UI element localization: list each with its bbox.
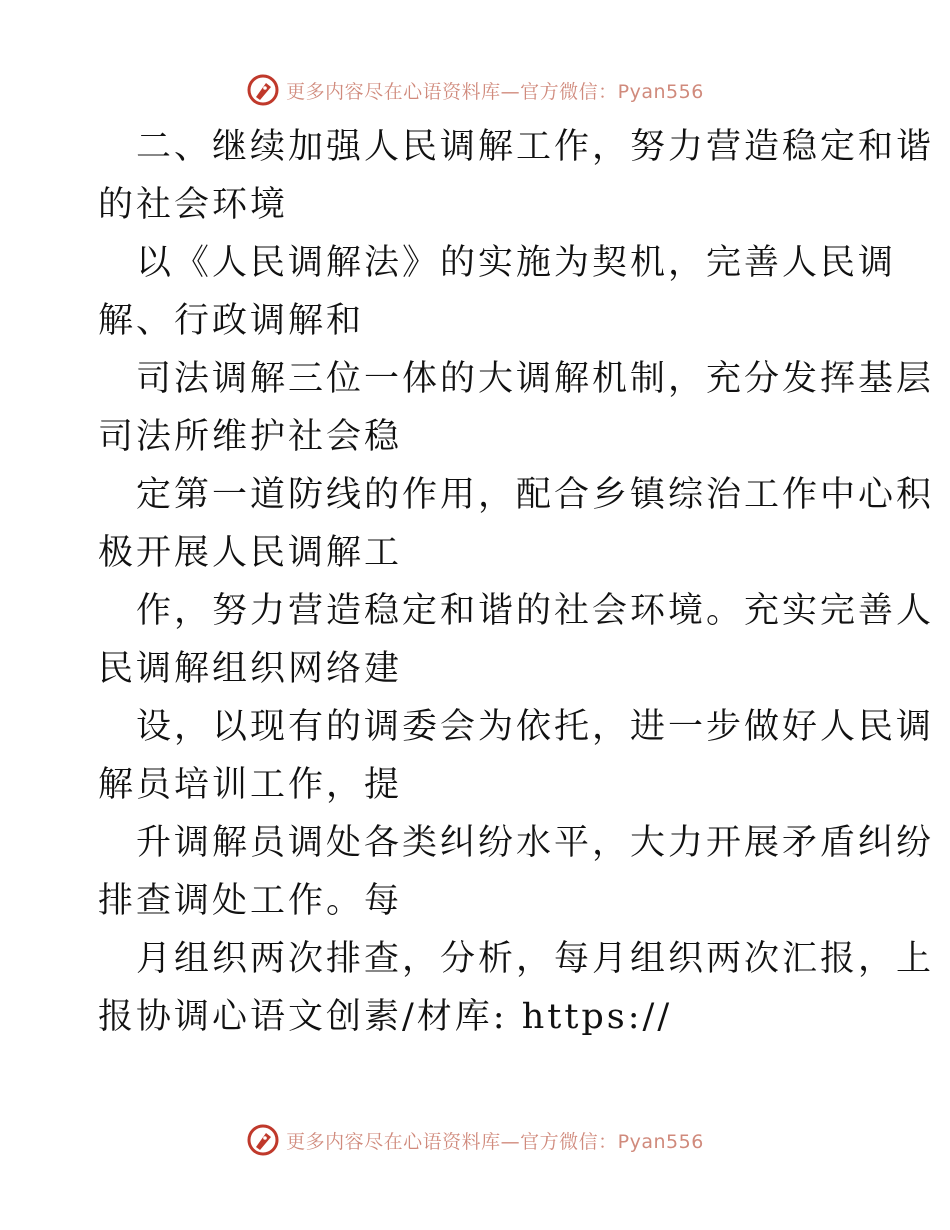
paragraph-line: 报协调心语文创素/材库: https:// [98, 997, 673, 1037]
header-watermark [0, 70, 950, 110]
pen-nib-logo-icon [246, 73, 280, 107]
paragraph-line: 升调解员调处各类纠纷水平，大力开展矛盾纠纷 [136, 823, 935, 863]
paragraph-line: 排查调处工作。每 [98, 881, 403, 921]
paragraph-line: 定第一道防线的作用，配合乡镇综治工作中心积 [136, 475, 935, 515]
paragraph-line: 解员培训工作，提 [98, 765, 403, 805]
paragraph-line: 月组织两次排查，分析，每月组织两次汇报，上 [136, 939, 935, 979]
header-watermark-text: 更多内容尽在心语资料库—官方微信：Pyan556 [286, 80, 704, 103]
paragraph-line: 设，以现有的调委会为依托，进一步做好人民调 [136, 707, 935, 747]
paragraph-line: 的社会环境 [98, 185, 289, 225]
paragraph-line: 司法调解三位一体的大调解机制，充分发挥基层 [136, 359, 935, 399]
footer-watermark [0, 1120, 950, 1160]
paragraph-line: 极开展人民调解工 [98, 533, 403, 573]
paragraph-line: 以《人民调解法》的实施为契机，完善人民调 [136, 243, 897, 283]
paragraph-line: 解、行政调解和 [98, 301, 365, 341]
paragraph-line: 民调解组织网络建 [98, 649, 403, 689]
document-body [98, 118, 935, 1046]
paragraph-line: 二、继续加强人民调解工作，努力营造稳定和谐 [136, 127, 935, 167]
paragraph-line: 作，努力营造稳定和谐的社会环境。充实完善人 [136, 591, 935, 631]
footer-watermark-text: 更多内容尽在心语资料库—官方微信：Pyan556 [286, 1130, 704, 1153]
pen-nib-logo-icon [246, 1123, 280, 1157]
paragraph-line: 司法所维护社会稳 [98, 417, 403, 457]
